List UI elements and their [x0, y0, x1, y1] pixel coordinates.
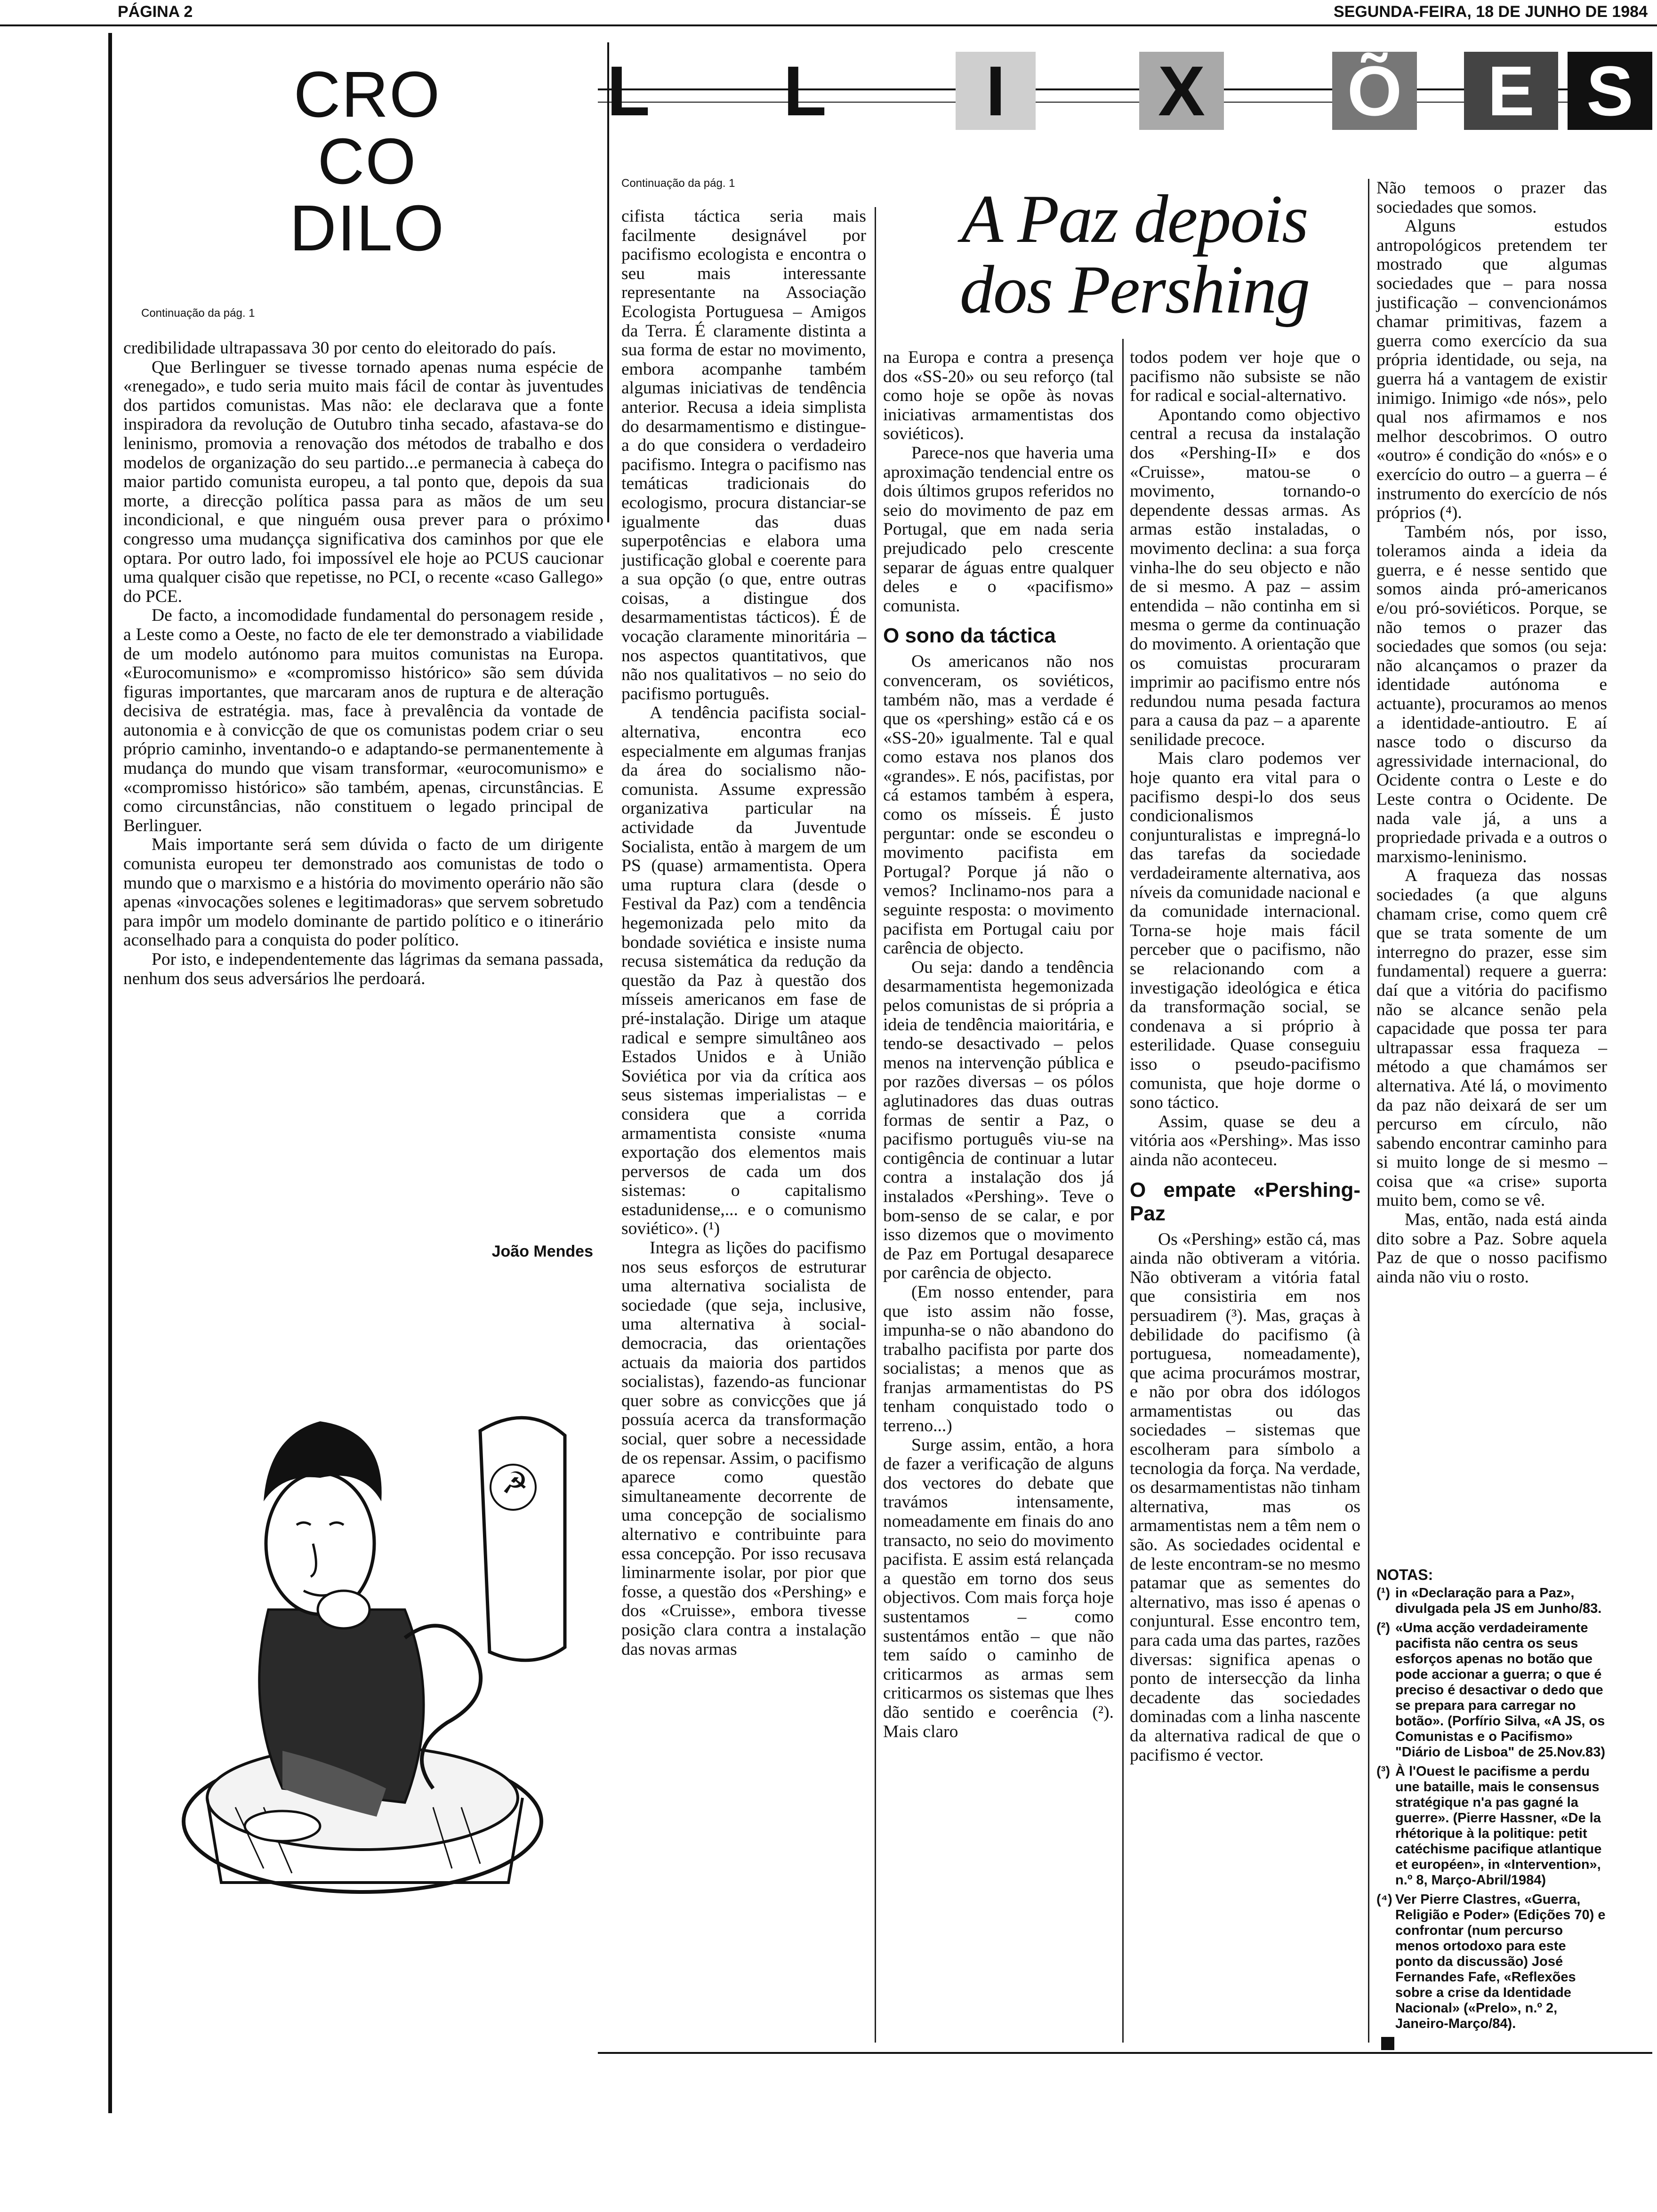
note-number: (⁴): [1376, 1892, 1392, 1907]
end-mark: [1381, 2037, 1394, 2050]
subheading-empate: O empate «Pershing-Paz: [1130, 1178, 1360, 1225]
note-text: «Uma acção verdadeiramente pacifista não centra os seus esforços apenas no botão que pode accionar a guerra; o que é preciso é desactivar o dedo que se prepara para carregar no botão». (Porfírio Silva, «A JS, os Comunistas e o Pacifismo» "Diário de Lisboa" de 25.Nov.83): [1395, 1620, 1605, 1760]
article-paragraph: (Em nosso entender, para que isto assim não fosse, impunha-se o não abandono do trabalho pacifista por parte dos socialistas; a menos que as franjas armamentistas do PS tenham conquistado todo o terreno...): [883, 1282, 1114, 1436]
crocodilo-paragraph: Mais importante será sem dúvida o facto de um dirigente comunista europeu ter demonstrado aos comunistas de todo o mundo que o marxismo e a história do movimento operário não são apenas «invocações solenes e legitimadoras» que servem sobretudo para impôr um modelo dominante de partido político e o itinerário aconselhado para a conquista do poder político.: [123, 835, 603, 950]
article-paragraph: Os «Pershing» estão cá, mas ainda não obtiveram a vitória. Não obtiveram a vitória fatal que consistiria em nos persuadirem (³). Mas, graças à debilidade do pacifismo (à portuguesa, nomeadamente), que acima procurámos mostrar, e não por obra dos idólogos armamentistas ou das sociedades – sistemas que escolheram para símbolo a tecnologia da força. Na verdade, os desarmamentistas não tinham alternativa, mas os armamentistas nem a têm nem o são. As sociedades ocidental e de leste encontram-se no mesmo patamar que as sementes do alternativo, mas isso é apenas o conjuntural. Esse encontro tem, para cada uma das partes, razões diversas: significa apenas o ponto de intersecção da linha decadente das sociedades dominadas com a linha nascente da alternativa radical de que o pacifismo é vector.: [1130, 1229, 1360, 1765]
article-paragraph: Assim, quase se deu a vitória aos «Pershing». Mas isso ainda não aconteceu.: [1130, 1112, 1360, 1170]
article-title: [923, 181, 1346, 328]
article-paragraph: cifista táctica seria mais facilmente designável por pacifismo ecologista e encontra o seu mais interessante representante na Associação Ecologista Portuguesa – Amigos da Terra. É claramente distinta a sua forma de estar no movimento, embora acompanhe também algumas iniciativas de tendência anterior. Recusa a ideia simplista do desarmamentismo e distingue-a do que considera o verdadeiro pacifismo. Integra o pacifismo nas temáticas tradicionais do ecologismo, procura distanciar-se igualmente das duas superpotências e elabora uma justificação global e coerente para a sua opção (o que, entre outras coisas, a distingue dos desarmamentistas tácticos). É de vocação claramente minoritária – nos aspectos quantitativos, que não nos qualitativos – no seio do pacifismo português.: [621, 207, 866, 704]
crocodilo-paragraph: Que Berlinguer se tivesse tornado apenas numa espécie de «renegado», e tudo seria muito mais fácil de contar às juventudes dos partidos comunistas. Mas não: ele declarava que a fonte inspiradora da revolução de Outubro tinha secado, afastava-se do leninismo, promovia a renovação dos métodos de trabalho e dos modelos de organização do seu partido...e permanecia à cabeça do maior partido comunista europeu, a tal ponto que, depois da sua morte, a direcção política passa para as mãos de um seu incondicional, e que ninguém ousa prever para o próximo congresso uma mudançça significativa dos caminhos por que ele optara. Por outro lado, foi impossível ele hoje ao PCUS caucionar uma qualquer cisão que repetisse, no PCI, o recente «caso Gallego» do PCE.: [123, 357, 603, 606]
bottom-rule: [598, 2052, 1652, 2054]
column-frame-line: [108, 33, 112, 2113]
article-column-4: [1376, 179, 1607, 1287]
issue-date: SEGUNDA-FEIRA, 18 DE JUNHO DE 1984: [1334, 3, 1648, 21]
article-column-1: [621, 207, 866, 1659]
article-paragraph: A fraqueza das nossas sociedades (a que alguns chamam crise, como quem crê que se trata somente de um interregno do prazer, esse sim fundamental) requere a guerra: daí que a vitória do pacifismo não se alcance senão pela capacidade que possa ter para ultrapassar essa fraqueza – método a que chamámos ser alternativa. Até lá, o movimento da paz não deixará de ser um percurso em círculo, não sabendo encontrar caminho para si muito longe de si mesmo – coisa que «a crise» suporta muito bem, como se vê.: [1376, 866, 1607, 1210]
article-paragraph: todos podem ver hoje que o pacifismo não subsiste se não for radical e social-alternativo.: [1130, 348, 1360, 406]
column-rule: [1122, 339, 1124, 2043]
column-rule: [1368, 179, 1369, 2043]
subheading-sono-tactica: O sono da táctica: [883, 624, 1056, 648]
article-column-2: [883, 348, 1114, 1741]
notes-heading: NOTAS:: [1376, 1566, 1433, 1583]
article-paragraph: Alguns estudos antropológicos pretendem ter mostrado que algumas sociedades que – para nossa justificação – convencionámos chamar primitivas, fazem a guerra como exercício da sua própria identidade, ou seja, na guerra há a vantagem de existir inimigo. Inimigo «de nós», pelo qual nos afirmamos e nos melhor descobrimos. O outro «outro» é condição do «nós» e o exercício do outro – a guerra – é instrumento do exercício de nós próprios (⁴).: [1376, 216, 1607, 523]
note-text: in «Declaração para a Paz», divulgada pela JS em Junho/83.: [1395, 1586, 1602, 1616]
article-title-line-1: A Paz depois: [961, 181, 1308, 257]
article-paragraph: Ou seja: dando a tendência desarmamentista hegemonizada pelos comunistas de si própria a ideia de tendência maioritária, e tendo-se desactivado – pelos menos na intervenção pública e por razões diversas – os pólos aglutinadores das duas outras formas de sentir a Paz, o pacifismo português viu-se na contigência de continuar a lutar contra a instalação dos já instalados «Pershing». Teve o bom-senso de se calar, e por isso dizemos que o movimento de Paz em Portugal desaparece por carência de objecto.: [883, 957, 1114, 1283]
article-continuation: Continuação da pág. 1: [621, 177, 735, 190]
note-item: [1376, 1764, 1607, 1888]
crocodilo-title: [235, 58, 499, 264]
masthead-letter: X: [1139, 52, 1224, 130]
masthead-letter: I: [956, 52, 1036, 130]
notes-block: [1376, 1567, 1607, 2051]
author-byline: João Mendes: [491, 1242, 593, 1260]
page-number: PÁGINA 2: [118, 3, 193, 21]
masthead-letter: S: [1568, 52, 1652, 130]
article-paragraph: Mais claro podemos ver hoje quanto era vital para o pacifismo despi-lo dos seus condicionalismos conjunturalistas e impregná-lo das tarefas da sociedade verdadeiramente alternativa, aos níveis da comunidade nacional e da comunidade internacional. Torna-se hoje mais fácil perceber que o pacifismo, não se relacionando com a investigação ideológica e ética da transformação social, se condenava a si próprio à esterilidade. Quase conseguiu isso o pseudo-pacifismo comunista, que hoje dorme o sono táctico.: [1130, 749, 1360, 1113]
column-rule: [875, 207, 876, 2043]
crocodilo-title-line-1: CRO: [293, 58, 441, 131]
crocodilo-paragraph: credibilidade ultrapassava 30 por cento do eleitorado do país.: [123, 338, 556, 358]
crocodilo-paragraph: Por isto, e independentemente das lágrimas da semana passada, nenhum dos seus adversários lhe perdoará.: [123, 950, 603, 988]
caricature-drawing: [141, 1280, 607, 1915]
berlinguer-illustration: [141, 1280, 607, 1915]
masthead-letter: Õ: [1332, 52, 1417, 130]
masthead-letter: L: [607, 51, 650, 130]
masthead-letter: E: [1464, 52, 1558, 130]
article-column-3: [1130, 348, 1360, 1765]
note-item: [1376, 1892, 1607, 2032]
note-item: [1376, 1586, 1607, 1617]
header-rule: [0, 24, 1657, 26]
article-paragraph: Surge assim, então, a hora de fazer a verificação de alguns dos vectores do debate que travámos intensamente, nomeadamente em finais do ano transacto, no seio do movimento pacifista. E assim está relançada a questão em torno dos seus objectivos. Com mais força hoje sustentamos – como sustentámos então – que não tem saído o caminho de criticarmos as armas sem criticarmos os sistemas que lhes dão sentido e coerência (²). Mais claro: [883, 1435, 1114, 1741]
article-paragraph: Também nós, por isso, toleramos ainda a ideia da guerra, e é nesse sentido que somos ainda pró-americanos e/ou pró-soviéticos. Porque, se não temos o prazer das sociedades que somos (ou seja: não alcançamos o prazer da identidade autónoma e actuante), procuramos ao menos a identidade-antioutro. E aí nasce todo o discurso da agressividade internacional, do Ocidente contra o Leste e do Leste contra o Ocidente. De nada vale já, a uns a propriedade privada e a outros o marxismo-leninismo.: [1376, 522, 1607, 866]
crocodilo-title-line-2: CO: [317, 125, 417, 198]
hammer-sickle-icon: ☭: [501, 1466, 529, 1501]
article-paragraph: Não temoos o prazer das sociedades que somos.: [1376, 178, 1607, 217]
article-paragraph: Integra as lições do pacifismo nos seus esforços de estruturar uma alternativa socialista de sociedade (que seja, inclusive, uma alternativa à social-democracia, das orientações actuais da maioria dos partidos socialistas), fazendo-as funcionar quer sobre as convicções que já possuía acerca da transformação social, quer sobre a necessidade de os repensar. Assim, o pacifismo aparece como questão simultaneamente decorrente de uma concepção de socialismo alternativo e contribuinte para essa concepção. Por isso recusava liminarmente isolar, por pior que fosse, a questão dos «Pershing» e dos «Cruisse», embora tivesse posição clara contra a instalação das novas armas: [621, 1238, 866, 1659]
crocodilo-body: [123, 339, 603, 988]
note-text: Ver Pierre Clastres, «Guerra, Religião e Poder» (Edições 70) e confrontar (num percurso menos ortodoxo para este ponto da discussão) José Fernandes Fafe, «Reflexões sobre a crise da Identidade Nacional» («Prelo», n.º 2, Janeiro-Março/84).: [1395, 1892, 1606, 2031]
note-number: (²): [1376, 1620, 1390, 1635]
note-text: À l'Ouest le pacifisme a perdu une bataille, mais le consensus stratégique n'a pas gagné la guerre». (Pierre Hassner, «De la rhétorique à la politique: petit catéchisme pacifique atlantique et européen», in «Intervention», n.º 8, Março-Abril/1984): [1395, 1764, 1602, 1888]
article-paragraph: na Europa e contra a presença dos «SS-20» ou seu reforço (tal como hoje se opõe às novas iniciativas armamentistas dos soviéticos).: [883, 348, 1114, 444]
article-paragraph: Mas, então, nada está ainda dito sobre a Paz. Sobre aquela Paz de que o nosso pacifismo ainda não viu o rosto.: [1376, 1210, 1607, 1287]
masthead-letter: L: [783, 51, 827, 130]
article-title-line-2: dos Pershing: [959, 251, 1310, 328]
note-number: (¹): [1376, 1586, 1390, 1601]
article-paragraph: Os americanos não nos convenceram, os soviéticos, também não, mas a verdade é que os «pershing» estão cá e os «SS-20» igualmente. Tal e qual como estava nos planos dos «grandes». E nós, pacifistas, por cá estamos também à espera, como os mísseis. É justo perguntar: onde se escondeu o movimento pacifista em Portugal? Porque já não o vemos? Inclinamo-nos para a seguinte resposta: o movimento pacifista em Portugal caiu por carência de objecto.: [883, 652, 1114, 958]
article-paragraph: Parece-nos que haveria uma aproximação tendencial entre os dois últimos grupos referidos no seio do movimento de paz em Portugal, que em nada seria prejudicado pelo crescente separar de águas entre qualquer deles e o «pacifismo» comunista.: [883, 443, 1114, 616]
crocodilo-title-line-3: DILO: [289, 192, 445, 264]
note-number: (³): [1376, 1764, 1390, 1779]
article-paragraph: A tendência pacifista social-alternativa, encontra eco especialmente em algumas franjas da área do socialismo não-comunista. Assume expressão organizativa particular na actividade da Juventude Socialista, então à margem de um PS (quase) armamentista. Opera uma ruptura clara (desde o Festival da Paz) com a tendência hegemonizada pelo mito da bondade soviética e insiste numa recusa sistemática da redução da questão da Paz à questão dos mísseis americanos em fase de pré-instalação. Dirige um ataque radical e sempre simultâneo aos Estados Unidos e à União Soviética por via da crítica aos seus sistemas imperialistas – e considera que a corrida armamentista consiste «numa exportação dos elementos mais perversos de cada um dos sistemas: o capitalismo estadunidense,... e o comunismo soviético». (¹): [621, 703, 866, 1239]
crocodilo-paragraph: De facto, a incomodidade fundamental do personagem reside , a Leste como a Oeste, no facto de ele ter demonstrado a viabilidade de um modelo autónomo para muitos comunistas na Europa. «Eurocomunismo» e «compromisso histórico» são sem dúvida figuras importantes, que marcaram anos de ruptura e de alteração decisiva de estratégia. mas, face à prevalência da vontade de autonomia e à convicção de que os comunistas podem criar o seu próprio caminho, inventando-o e adaptando-se permanentemente à mudança do mundo que visam transformar, «eurocomunismo» e «compromisso histórico» são também, apenas, circunstâncias. E como circunstâncias, não constituem o legado principal de Berlinguer.: [123, 606, 603, 835]
section-masthead: [598, 47, 1652, 136]
note-item: [1376, 1620, 1607, 1760]
crocodilo-continuation: Continuação da pág. 1: [141, 307, 255, 320]
article-paragraph: Apontando como objectivo central a recusa da instalação dos «Pershing-II» e dos «Cruisse», matou-se o movimento, tornando-o dependente dessas armas. As armas estão instaladas, o movimento declina: a sua força vinha-lhe do seu objecto e não de si mesmo. A paz – assim entendida – não continha em si mesma o germe da continuação do movimento. A orientação que os comuistas procuraram imprimir ao pacifismo entre nós redundou numa pesada factura para a causa da paz – a aparente senilidade precoce.: [1130, 405, 1360, 749]
